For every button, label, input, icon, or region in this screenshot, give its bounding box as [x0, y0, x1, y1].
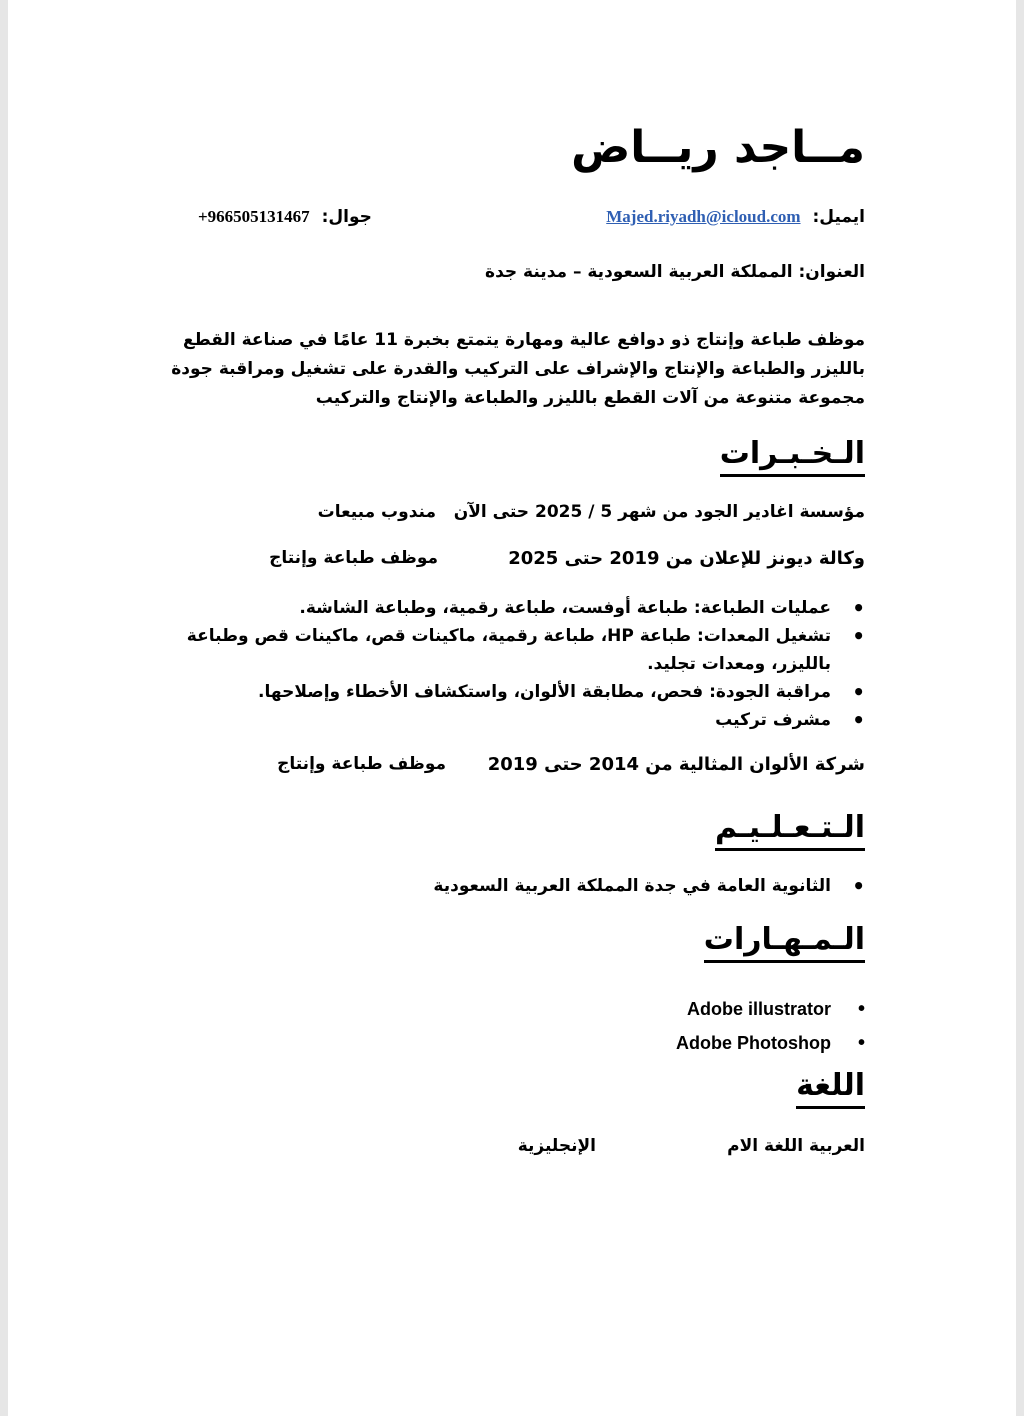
list-item: • عمليات الطباعة: طباعة أوفست، طباعة رقمية، وطباعة الشاشة. [151, 594, 831, 622]
job-2-role: موظف طباعة وإنتاج [269, 548, 438, 568]
experience-heading: الـخـبـرات [720, 436, 865, 477]
viewer-frame-left [0, 0, 8, 1416]
job-3-role: موظف طباعة وإنتاج [277, 754, 446, 774]
list-item: • تشغيل المعدات: طباعة HP، طباعة رقمية، ماكينات قص، ماكينات قص وطباعة بالليزر، ومعدات تجليد. [151, 622, 831, 678]
phone-label: جوال: [321, 207, 372, 227]
education-heading: الـتـعـلـيـم [715, 810, 865, 851]
address: العنوان: المملكة العربية السعودية – مدينة جدة [485, 262, 865, 282]
language-heading: اللغة [796, 1068, 865, 1109]
job-2-duties [151, 594, 865, 734]
language-native: العربية اللغة الام [727, 1136, 865, 1156]
email-link[interactable]: Majed.riyadh@icloud.com [606, 207, 801, 226]
skills-heading: الـمـهـارات [704, 922, 865, 963]
email-label: ايميل: [812, 207, 865, 227]
viewer-frame-right [1016, 0, 1024, 1416]
resume-page [8, 0, 1016, 1416]
education-list [351, 872, 865, 900]
skills-list [465, 992, 865, 1060]
job-1-role: مندوب مبيعات [317, 502, 436, 522]
list-item: • الثانوية العامة في جدة المملكة العربية السعودية [351, 872, 831, 900]
language-second: الإنجليزية [517, 1136, 596, 1156]
email-row [606, 207, 865, 227]
job-1-company: مؤسسة اغادير الجود من شهر 5 / 2025 حتى الآن [453, 502, 865, 522]
job-2-company: وكالة ديونز للإعلان من 2019 حتى 2025 [508, 548, 865, 569]
job-3-company: شركة الألوان المثالية من 2014 حتى 2019 [487, 754, 865, 775]
professional-summary: موظف طباعة وإنتاج ذو دوافع عالية ومهارة يتمتع بخبرة 11 عامًا في صناعة القطع بالليزر والطباعة والإنتاج والإشراف على التركيب والقدرة على تشغيل ومراقبة جودة مجموعة متنوعة من آلات القطع بالليزر والطباعة والإنتاج والتركيب [171, 330, 865, 408]
phone-row [198, 207, 372, 227]
list-item: • مراقبة الجودة: فحص، مطابقة الألوان، واستكشاف الأخطاء وإصلاحها. [151, 678, 831, 706]
list-item: Adobe illustrator • [465, 992, 865, 1026]
list-item: Adobe Photoshop • [465, 1026, 865, 1060]
phone-number: +966505131467 [198, 207, 310, 226]
candidate-name: مــاجد ريــاض [571, 122, 865, 173]
list-item: • مشرف تركيب [151, 706, 831, 734]
